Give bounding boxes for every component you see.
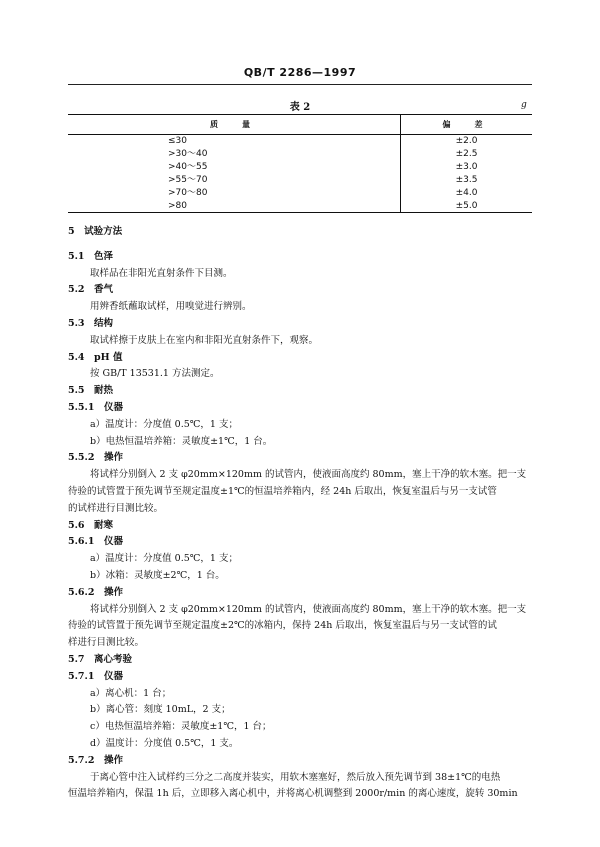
mass-cell: ≤30 <box>68 135 401 148</box>
mass-cell: >30～40 <box>68 148 401 161</box>
paragraph-line: 样进行目测比较。 <box>68 637 145 649</box>
subsection-heading: 5.2 香气 <box>68 284 114 296</box>
paragraph-line: 将试样分别倒入 2 支 φ20mm×120mm 的试管内，使液面高度约 80mm，塞上干净的软木塞。把一支 <box>90 469 527 481</box>
paragraph-line: 待验的试管置于预先调节至规定温度±2℃的冰箱内，保持 24h 后取出，恢复室温后与另一支试管的试 <box>68 620 497 632</box>
paragraph-line: 恒温培养箱内，保温 1h 后，立即移入离心机中，并将离心机调整到 2000r/min 的离心速度，旋转 30min <box>68 788 518 800</box>
paragraph: 取试样擦于皮肤上在室内和非阳光直射条件下，观察。 <box>90 334 319 346</box>
table-unit: g <box>521 100 527 110</box>
paragraph: 按 GB/T 13531.1 方法测定。 <box>90 368 220 380</box>
mass-cell: >40～55 <box>68 161 401 174</box>
list-item: a）离心机：1 台； <box>90 687 172 699</box>
header-rule <box>68 84 532 85</box>
mass-cell: >80 <box>68 200 401 213</box>
mass-cell: >70～80 <box>68 187 401 200</box>
deviation-cell: ±5.0 <box>401 200 533 213</box>
subsection-heading: 5.7.2 操作 <box>68 754 123 766</box>
paragraph-line: 的试样进行目测比较。 <box>68 502 164 514</box>
paragraph-line: 将试样分别倒入 2 支 φ20mm×120mm 的试管内，使液面高度约 80mm，塞上干净的软木塞。把一支 <box>90 603 527 615</box>
list-item: d）温度计：分度值 0.5℃，1 支。 <box>90 737 239 749</box>
mass-cell: >55～70 <box>68 174 401 187</box>
section-heading-test-methods: 5 试验方法 <box>68 226 123 237</box>
subsection-heading: 5.4 pH 值 <box>68 351 123 363</box>
table-row <box>68 174 532 187</box>
table-row <box>68 148 532 161</box>
list-item: b）离心管：刻度 10mL，2 支； <box>90 704 231 716</box>
list-item: a）温度计：分度值 0.5℃，1 支； <box>90 553 238 565</box>
subsection-heading: 5.6.2 操作 <box>68 586 123 598</box>
list-item: a）温度计：分度值 0.5℃，1 支； <box>90 418 238 430</box>
table-row <box>68 200 532 213</box>
table-header-row <box>68 115 532 135</box>
column-header-mass: 质 量 <box>68 115 401 135</box>
deviation-cell: ±3.0 <box>455 161 478 172</box>
subsection-heading: 5.5.1 仪器 <box>68 401 123 413</box>
list-item: b）电热恒温培养箱：灵敏度±1℃，1 台。 <box>90 435 273 447</box>
paragraph-line: 待验的试管置于预先调节至规定温度±1℃的恒温培养箱内，经 24h 后取出，恢复室温后与另一支试管 <box>68 485 497 497</box>
subsection-heading: 5.7.1 仪器 <box>68 670 123 682</box>
standard-code-header: QB/T 2286—1997 <box>243 66 357 79</box>
subsection-heading: 5.6.1 仪器 <box>68 536 123 548</box>
table-row <box>68 187 532 200</box>
paragraph: 用辨香纸蘸取试样，用嗅觉进行辨别。 <box>90 301 252 313</box>
subsection-heading: 5.5.2 操作 <box>68 452 123 464</box>
deviation-cell: ±2.0 <box>455 136 478 146</box>
table-row <box>68 161 532 174</box>
table-caption: 表 2 <box>289 102 311 113</box>
subsection-heading: 5.6 耐寒 <box>68 519 114 531</box>
deviation-cell: ±4.0 <box>455 187 478 198</box>
table-row <box>68 135 532 148</box>
deviation-cell: ±3.5 <box>455 174 478 185</box>
list-item: c）电热恒温培养箱：灵敏度±1℃，1 台； <box>90 721 272 733</box>
subsection-heading: 5.3 结构 <box>68 317 114 329</box>
subsection-heading: 5.1 色泽 <box>68 250 114 262</box>
deviation-cell: ±2.5 <box>455 148 478 159</box>
subsection-heading: 5.5 耐热 <box>68 385 114 397</box>
column-header-deviation: 偏 差 <box>401 115 533 135</box>
paragraph: 取样品在非阳光直射条件下目测。 <box>90 267 233 279</box>
paragraph-line: 于离心管中注入试样约三分之二高度并装实，用软木塞塞好，然后放入预先调节到 38±1℃的电热 <box>90 771 501 783</box>
body-text <box>68 224 548 803</box>
list-item: b）冰箱：灵敏度±2℃，1 台。 <box>90 569 225 581</box>
tolerance-table <box>68 114 532 213</box>
subsection-heading: 5.7 离心考验 <box>68 653 133 665</box>
